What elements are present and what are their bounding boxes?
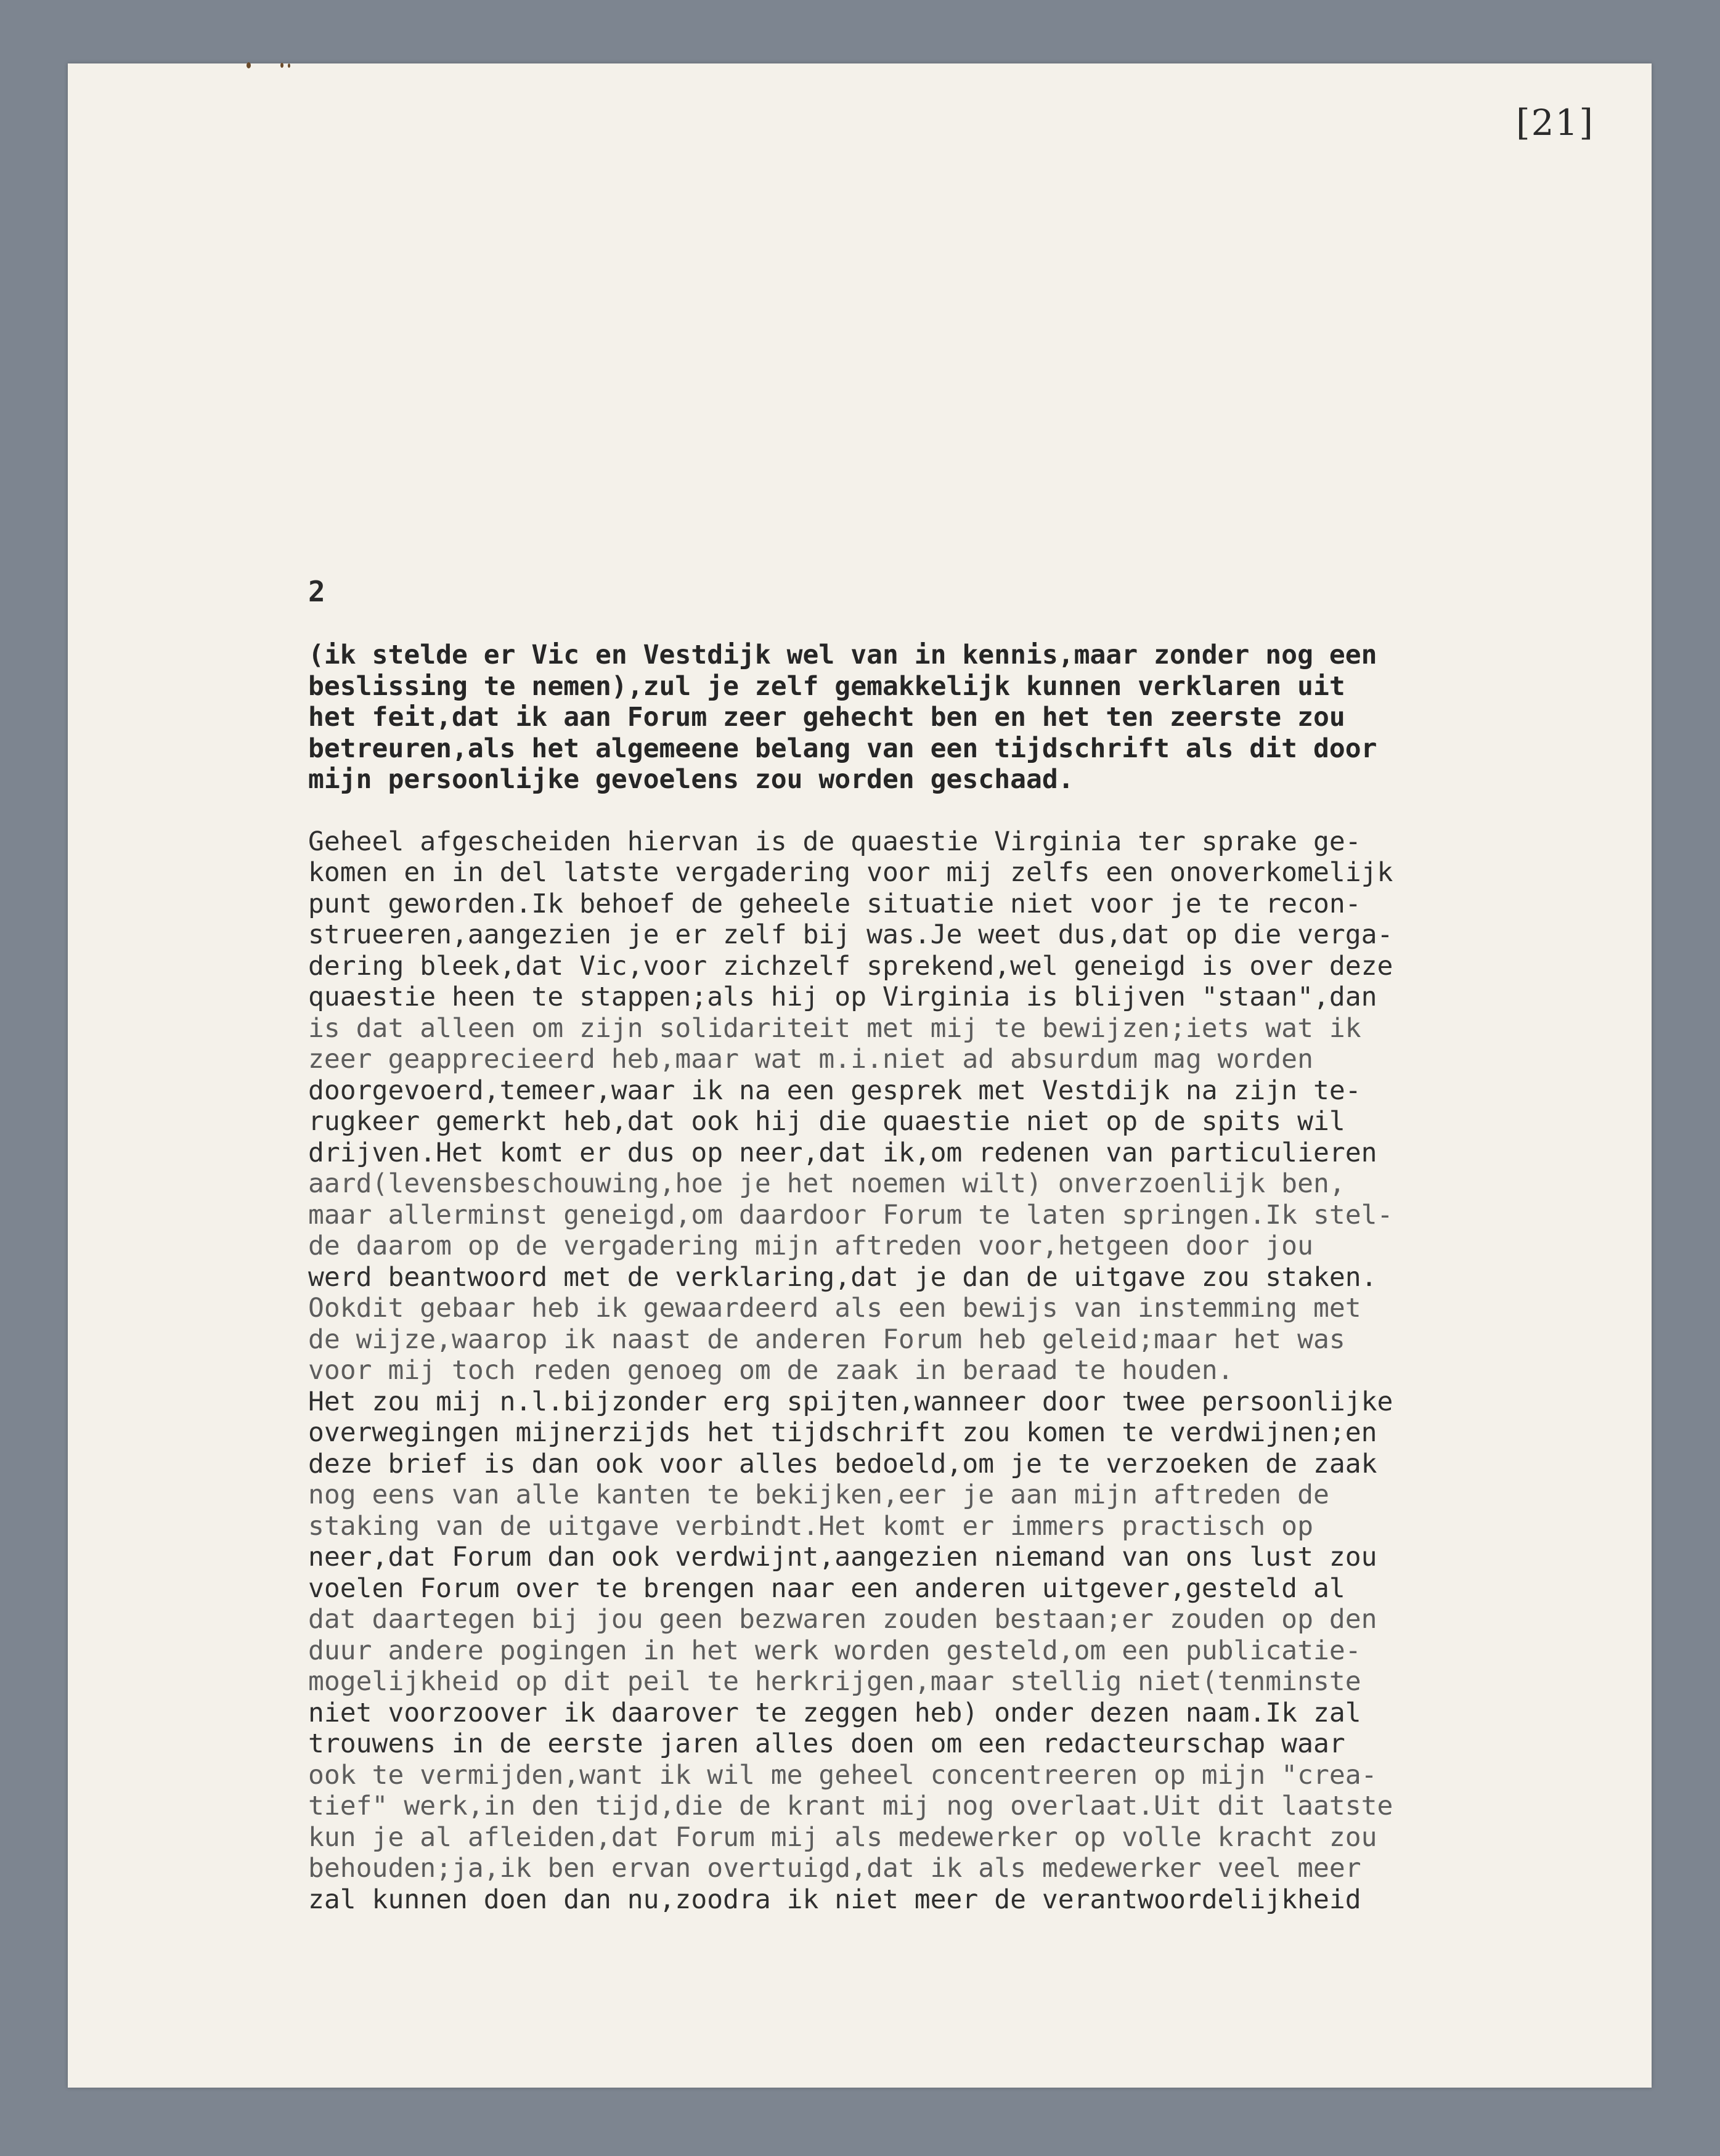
text-line: rugkeer gemerkt heb,dat ook hij die quaestie niet op de spits wil	[308, 1106, 1345, 1137]
text-line: het feit,dat ik aan Forum zeer gehecht ben en het ten zeerste zou	[308, 702, 1345, 733]
text-line: werd beantwoord met de verklaring,dat je dan de uitgave zou staken.	[308, 1261, 1377, 1293]
text-line: aard(levensbeschouwing,hoe je het noemen wilt) onverzoenlijk ben,	[308, 1168, 1345, 1199]
paragraph-gap	[308, 795, 1633, 826]
text-line: kun je al afleiden,dat Forum mij als medewerker op volle kracht zou	[308, 1821, 1377, 1853]
text-line: strueeren,aangezien je er zelf bij was.Je weet dus,dat op die verga-	[308, 919, 1393, 950]
text-line: drijven.Het komt er dus op neer,dat ik,om redenen van particulieren	[308, 1137, 1377, 1168]
paper-speck	[247, 62, 251, 68]
archive-number: [21]	[1516, 102, 1595, 144]
text-line: voelen Forum over te brengen naar een anderen uitgever,gesteld al	[308, 1572, 1345, 1604]
text-line: nog eens van alle kanten te bekijken,eer je aan mijn aftreden de	[308, 1479, 1329, 1510]
text-line: maar allerminst geneigd,om daardoor Forum te laten springen.Ik stel-	[308, 1199, 1393, 1231]
text-line: neer,dat Forum dan ook verdwijnt,aangezien niemand van ons lust zou	[308, 1542, 1377, 1572]
text-line: zal kunnen doen dan nu,zoodra ik niet meer de verantwoordelijkheid	[308, 1884, 1361, 1915]
text-line: dering bleek,dat Vic,voor zichzelf sprekend,wel geneigd is over deze	[308, 950, 1393, 982]
paper-speck	[288, 63, 290, 68]
text-line: niet voorzoover ik daarover te zeggen heb) onder dezen naam.Ik zal	[308, 1697, 1361, 1728]
text-line: Ookdit gebaar heb ik gewaardeerd als een bewijs van instemming met	[308, 1293, 1361, 1324]
text-line: voor mij toch reden genoeg om de zaak in beraad te houden.	[308, 1355, 1234, 1386]
page-number: 2	[308, 575, 325, 608]
text-line: ook te vermijden,want ik wil me geheel concentreeren op mijn "crea-	[308, 1759, 1377, 1791]
text-line: (ik stelde er Vic en Vestdijk wel van in kennis,maar zonder nog een	[308, 640, 1377, 670]
text-line: mijn persoonlijke gevoelens zou worden geschaad.	[308, 764, 1074, 795]
text-line: behouden;ja,ik ben ervan overtuigd,dat ik als medewerker veel meer	[308, 1853, 1361, 1884]
text-line: deze brief is dan ook voor alles bedoeld,om je te verzoeken de zaak	[308, 1448, 1377, 1479]
paragraph-2	[308, 826, 1633, 1916]
paragraph-1	[308, 640, 1633, 795]
text-line: komen en in del latste vergadering voor mij zelfs een onoverkomelijk	[308, 857, 1393, 888]
text-line: is dat alleen om zijn solidariteit met mij te bewijzen;iets wat ik	[308, 1012, 1361, 1044]
text-line: overwegingen mijnerzijds het tijdschrift zou komen te verdwijnen;en	[308, 1417, 1377, 1448]
text-line: quaestie heen te stappen;als hij op Virginia is blijven "staan",dan	[308, 982, 1377, 1012]
text-line: beslissing te nemen),zul je zelf gemakkelijk kunnen verklaren uit	[308, 670, 1345, 702]
text-line: betreuren,als het algemeene belang van een tijdschrift als dit door	[308, 733, 1377, 764]
text-line: doorgevoerd,temeer,waar ik na een gesprek met Vestdijk na zijn te-	[308, 1075, 1361, 1106]
letter-body	[308, 640, 1633, 1915]
typewritten-letter-page	[68, 63, 1652, 2088]
text-line: trouwens in de eerste jaren alles doen om een redacteurschap waar	[308, 1728, 1345, 1759]
text-line: duur andere pogingen in het werk worden gesteld,om een publicatie-	[308, 1635, 1361, 1666]
text-line: mogelijkheid op dit peil te herkrijgen,maar stellig niet(tenminste	[308, 1666, 1361, 1697]
text-line: dat daartegen bij jou geen bezwaren zouden bestaan;er zouden op den	[308, 1604, 1377, 1635]
text-line: punt geworden.Ik behoef de geheele situatie niet voor je te recon-	[308, 888, 1361, 919]
text-line: de wijze,waarop ik naast de anderen Forum heb geleid;maar het was	[308, 1324, 1345, 1355]
paper-speck	[280, 63, 283, 68]
text-line: Het zou mij n.l.bijzonder erg spijten,wanneer door twee persoonlijke	[308, 1386, 1393, 1417]
text-line: zeer geapprecieerd heb,maar wat m.i.niet ad absurdum mag worden	[308, 1044, 1313, 1075]
text-line: de daarom op de vergadering mijn aftreden voor,hetgeen door jou	[308, 1231, 1313, 1261]
text-line: tief" werk,in den tijd,die de krant mij nog overlaat.Uit dit laatste	[308, 1791, 1393, 1821]
text-line: staking van de uitgave verbindt.Het komt er immers practisch op	[308, 1510, 1313, 1542]
text-line: Geheel afgescheiden hiervan is de quaestie Virginia ter sprake ge-	[308, 826, 1361, 857]
